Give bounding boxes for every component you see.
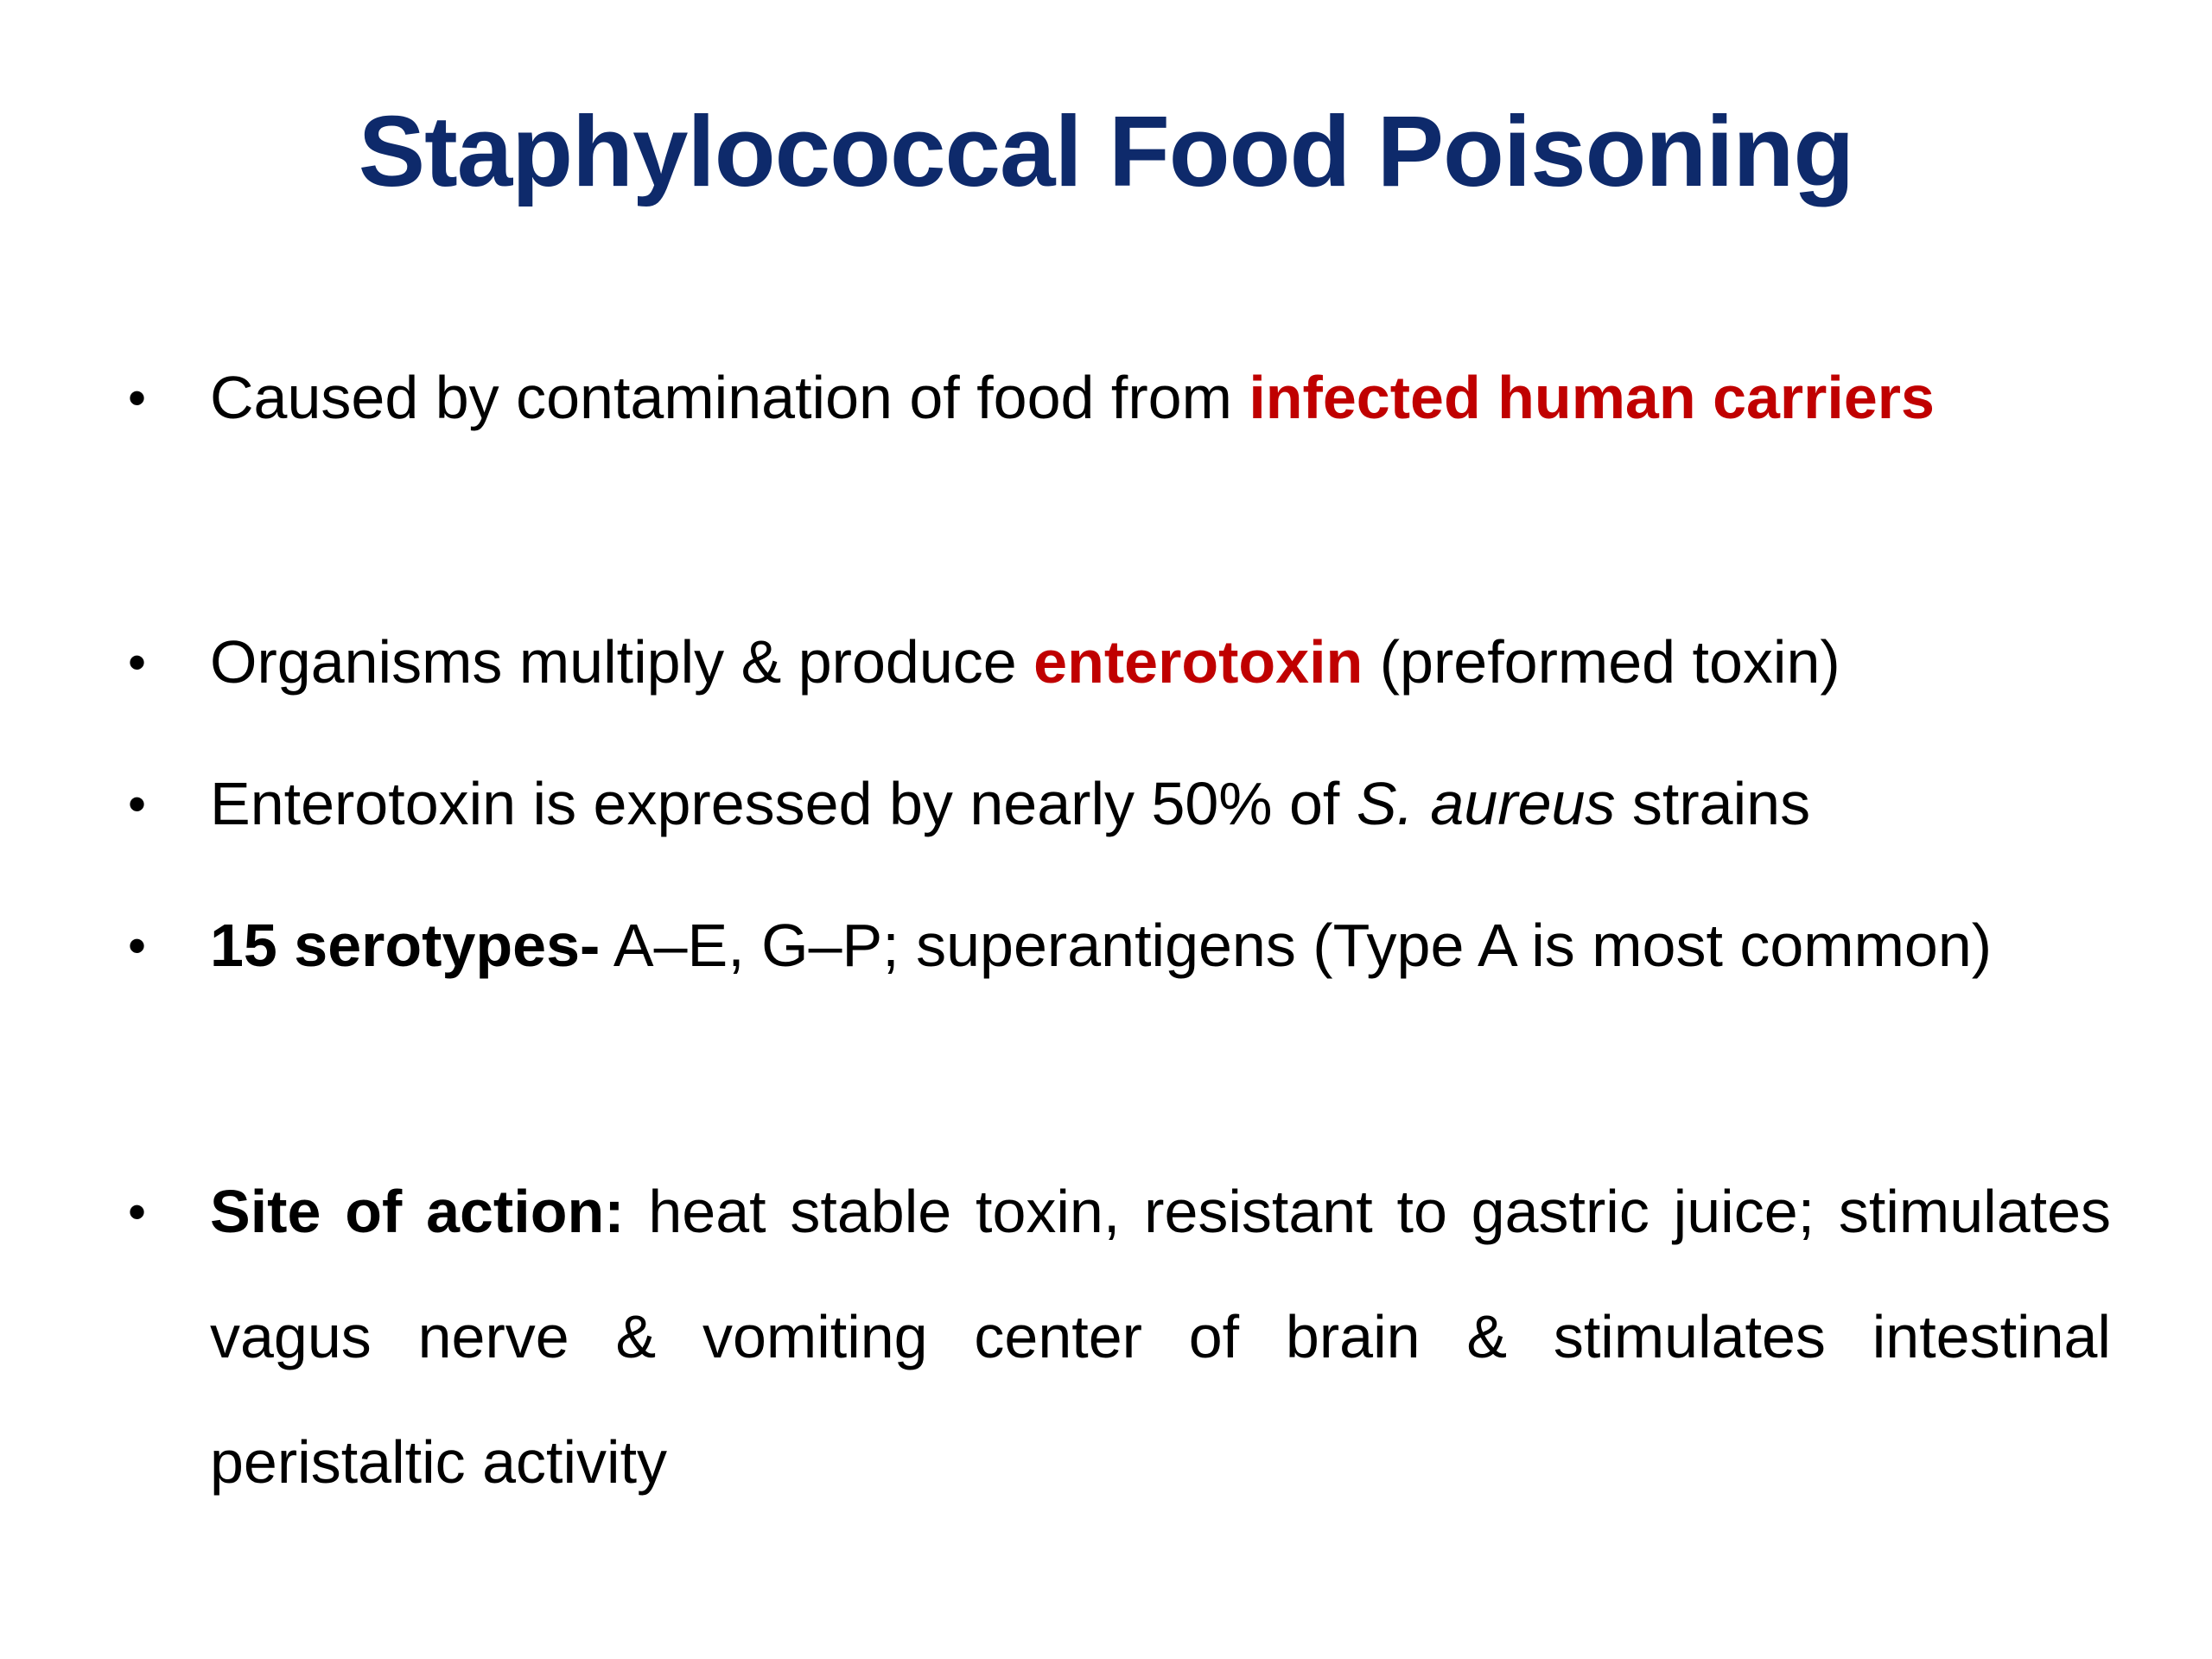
bullet-text: A–E, G–P; superantigens (Type A is most common) — [600, 912, 1993, 979]
bullet-item-carriers — [128, 335, 2111, 461]
bullet-text: strains — [1615, 770, 1811, 837]
bullet-item-expression — [128, 741, 2111, 867]
bullet-dot-icon: • — [128, 775, 147, 833]
bullet-dot-icon: • — [128, 1183, 147, 1241]
bold-lead: Site of action: — [210, 1178, 625, 1245]
bullet-text: Enterotoxin is expressed by nearly 50% of — [210, 770, 1357, 837]
bullet-dot-icon: • — [128, 369, 147, 427]
slide-title: Staphylococcal Food Poisoning — [358, 95, 1854, 207]
bullet-dot-icon: • — [128, 633, 147, 691]
bullet-text: (preformed toxin) — [1363, 628, 1840, 696]
bullet-item-enterotoxin — [128, 600, 2111, 725]
bullet-dot-icon: • — [128, 917, 147, 975]
bold-lead: 15 serotypes- — [210, 912, 601, 979]
bullet-text: Caused by contamination of food from — [210, 364, 1249, 431]
highlight-text: enterotoxin — [1033, 628, 1363, 696]
bullet-item-site-of-action — [128, 1149, 2112, 1525]
bullet-text: heat stable toxin, resistant to gastric juice; stimulates vagus nerve & vomiting center of brain & stimulates intestinal peristaltic activity — [210, 1178, 2112, 1496]
highlight-text: infected human carriers — [1249, 364, 1935, 431]
bullet-text: Organisms multiply & produce — [210, 628, 1034, 696]
bullet-item-serotypes — [128, 883, 2111, 1008]
species-name: S. aureus — [1356, 770, 1616, 837]
